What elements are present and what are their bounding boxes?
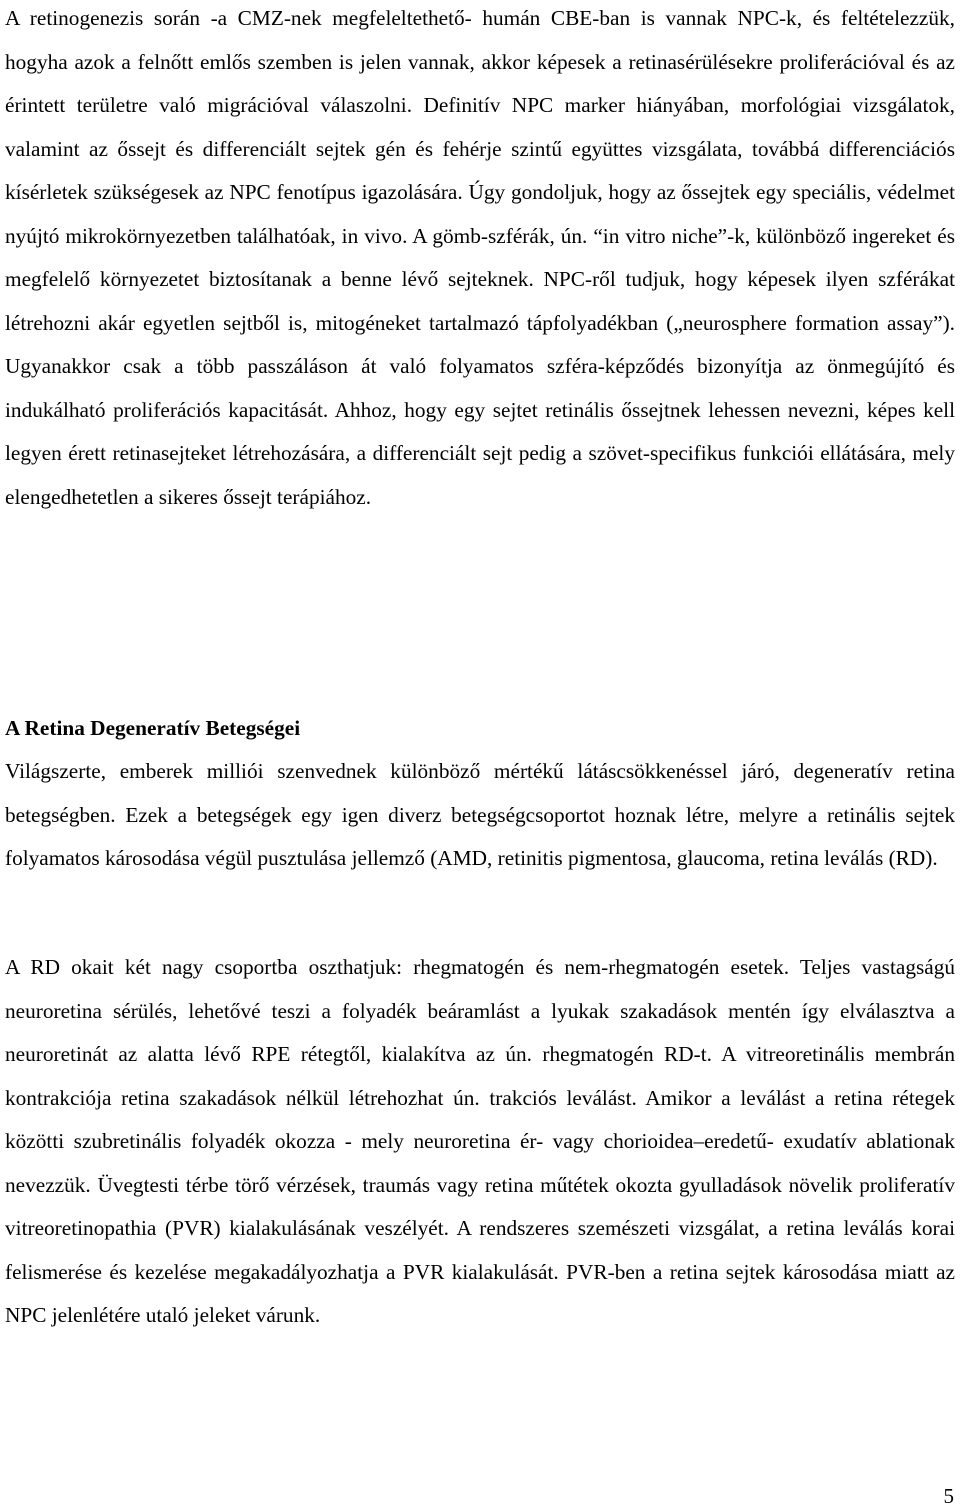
body-paragraph: A RD okait két nagy csoportba oszthatjuk: rhegmatogén és nem-rhegmatogén esetek. Teljes vastagságú neuroretina sérülés, lehetővé teszi a folyadék beáramlást a lyukak szakadások mentén így elválasztva a neuroretinát az alatta lévő RPE rétegtől, kialakítva az ún. rhegmatogén RD-t. A vitreoretinális membrán kontrakciója retina szakadások nélkül létrehozhat ún. trakciós leválást. Amikor a leválást a retina rétegek közötti szubretinális folyadék okozza - mely neuroretina ér- vagy chorioidea–eredetű- exudatív ablationak nevezzük. Üvegtesti térbe törő vérzések, traumás vagy retina műtétek okozta gyulladások növelik proliferatív vitreoretinopathia (PVR) kialakulásának veszélyét. A rendszeres szemészeti vizsgálat, a retina leválás korai felismerése és kezelése megakadályozhatja a PVR kialakulását. PVR-ben a retina sejtek károsodása miatt az NPC jelenlétére utaló jeleket várunk. xyxy=(5,955,955,1327)
section-heading: A Retina Degeneratív Betegségei xyxy=(5,716,301,740)
body-paragraph: A retinogenezis során -a CMZ-nek megfeleltethető- humán CBE-ban is vannak NPC-k, és feltételezzük, hogyha azok a felnőtt emlős szemben is jelen vannak, akkor képesek a retinasérülésekre proliferációval és az érintett területre való migrációval válaszolni. Definitív NPC marker hiányában, morfológiai vizsgálatok, valamint az őssejt és differenciált sejtek gén és fehérje szintű együttes vizsgálata, továbbá differenciációs kísérletek szükségesek az NPC fenotípus igazolására. Úgy gondoljuk, hogy az őssejtek egy speciális, védelmet nyújtó mikrokörnyezetben találhatóak, in vivo. A gömb-szférák, ún. “in vitro niche”-k, különböző ingereket és megfelelő környezetet biztosítanak a benne lévő sejteknek. NPC-ről tudjuk, hogy képesek ilyen szférákat létrehozni akár egyetlen sejtből is, mitogéneket tartalmazó tápfolyadékban („neurosphere formation assay”). Ugyanakkor csak a több passzáláson át való folyamatos szféra-képződés bizonyítja az önmegújító és indukálható proliferációs kapacitását. Ahhoz, hogy egy sejtet retinális őssejtnek lehessen nevezni, képes kell legyen érett retinasejteket létrehozására, a differenciált sejt pedig a szövet-specifikus funkciói ellátására, mely elengedhetetlen a sikeres őssejt terápiához. xyxy=(5,6,955,509)
body-paragraph: Világszerte, emberek milliói szenvednek különböző mértékű látáscsökkenéssel járó, degeneratív retina betegségben. Ezek a betegségek egy igen diverz betegségcsoportot hoznak létre, melyre a retinális sejtek folyamatos károsodása végül pusztulása jellemző (AMD, retinitis pigmentosa, glaucoma, retina leválás (RD). xyxy=(5,759,955,870)
page-number: 5 xyxy=(943,1484,954,1508)
